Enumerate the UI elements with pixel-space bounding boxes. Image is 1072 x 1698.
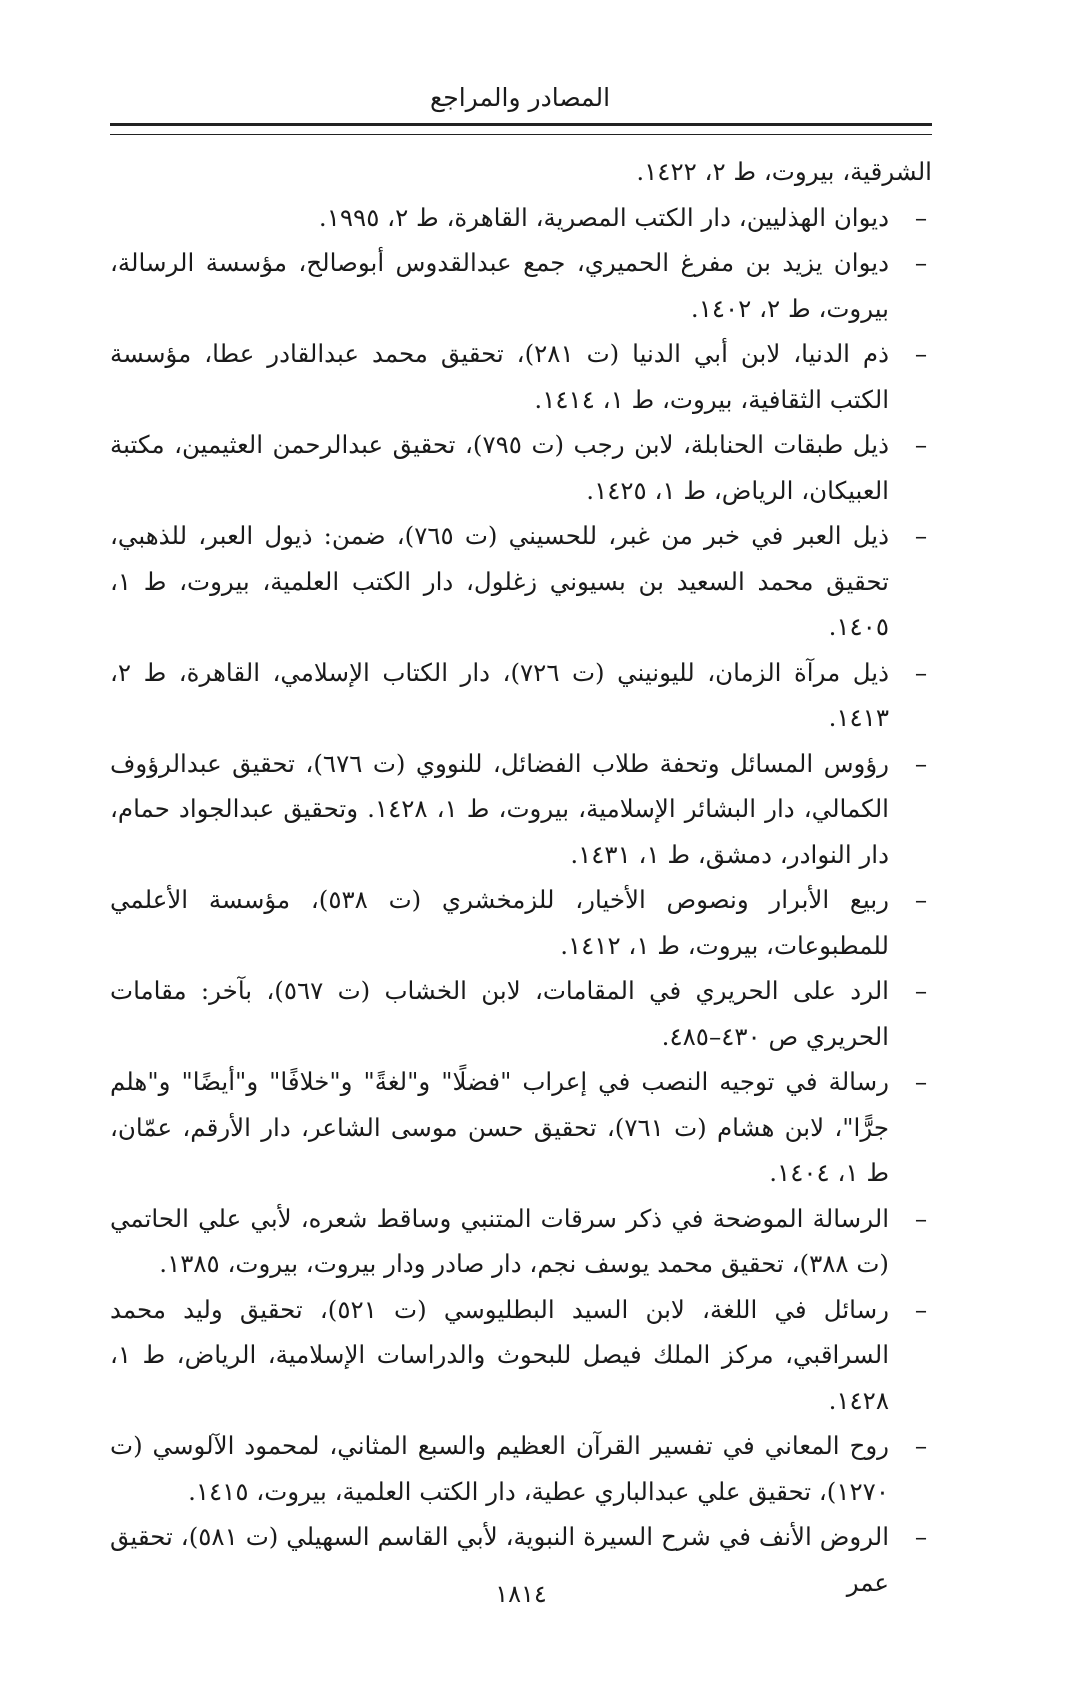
page-number: ١٨١٤	[495, 1580, 547, 1608]
bibliography-entry	[110, 1287, 932, 1424]
entry-text: ديوان يزيد بن مفرغ الحميري، جمع عبدالقدوس أبوصالح، مؤسسة الرسالة، بيروت، ط ٢، ١٤٠٢.	[110, 248, 889, 323]
entry-text: الروض الأنف في شرح السيرة النبوية، لأبي القاسم السهيلي (ت ٥٨١)، تحقيق عمر	[110, 1522, 889, 1597]
entry-text: ذم الدنيا، لابن أبي الدنيا (ت ٢٨١)، تحقيق محمد عبدالقادر عطا، مؤسسة الكتب الثقافية، بيروت، ط ١، ١٤١٤.	[110, 339, 889, 414]
entry-text: الرد على الحريري في المقامات، لابن الخشاب (ت ٥٦٧)، بآخر: مقامات الحريري ص ٤٣٠–٤٨٥.	[110, 976, 889, 1051]
entry-text: رسائل في اللغة، لابن السيد البطليوسي (ت ٥٢١)، تحقيق وليد محمد السراقبي، مركز الملك فيصل للبحوث والدراسات الإسلامية، الرياض، ط ١، ١٤٢٨.	[110, 1294, 889, 1415]
header-rule-thick	[110, 123, 932, 126]
entry-dash: –	[914, 521, 928, 550]
entry-dash: –	[914, 1067, 928, 1096]
bibliography-entry	[110, 741, 932, 878]
bibliography-entry	[110, 195, 932, 241]
entry-dash: –	[914, 885, 928, 914]
entry-text: رسالة في توجيه النصب في إعراب "فضلًا" و"لغةً" و"خلافًا" و"أيضًا" و"هلم جرًّا"، لابن هشام (ت ٧٦١)، تحقيق حسن موسى الشاعر، دار الأرقم، عمّان، ط ١، ١٤٠٤.	[110, 1067, 889, 1187]
entry-dash: –	[914, 1294, 928, 1324]
bibliography-entry	[110, 331, 932, 422]
entry-dash: –	[914, 248, 928, 277]
entry-dash: –	[914, 1203, 928, 1233]
bibliography-entry	[110, 1196, 932, 1287]
entry-dash: –	[914, 657, 928, 687]
entry-dash: –	[914, 748, 928, 778]
entry-text: ذيل مرآة الزمان، لليونيني (ت ٧٢٦)، دار الكتاب الإسلامي، القاهرة، ط ٢، ١٤١٣.	[110, 657, 889, 732]
continuation-line: الشرقية، بيروت، ط ٢، ١٤٢٢.	[636, 157, 932, 186]
entry-text: روح المعاني في تفسير القرآن العظيم والسبع المثاني، لمحمود الآلوسي (ت ١٢٧٠)، تحقيق علي عبدالباري عطية، دار الكتب العلمية، بيروت، ١٤١٥.	[110, 1431, 889, 1506]
bibliography-entry	[110, 513, 932, 650]
bibliography-entry	[110, 240, 932, 331]
running-header: المصادر والمراجع	[429, 83, 611, 112]
entry-text: ديوان الهذليين، دار الكتب المصرية، القاهرة، ط ٢، ١٩٩٥.	[318, 202, 889, 232]
entry-dash: –	[914, 976, 928, 1005]
entry-text: ذيل طبقات الحنابلة، لابن رجب (ت ٧٩٥)، تحقيق عبدالرحمن العثيمين، مكتبة العبيكان، الرياض، ط ١، ١٤٢٥.	[110, 430, 889, 505]
entry-text: الرسالة الموضحة في ذكر سرقات المتنبي وساقط شعره، لأبي علي الحاتمي (ت ٣٨٨)، تحقيق محمد يوسف نجم، دار صادر ودار بيروت، بيروت، ١٣٨٥.	[110, 1203, 889, 1278]
bibliography-entry	[110, 1423, 932, 1514]
bibliography-entry	[110, 422, 932, 513]
entry-dash: –	[914, 202, 928, 232]
entry-dash: –	[914, 430, 928, 459]
entry-text: ذيل العبر في خبر من غبر، للحسيني (ت ٧٦٥)، ضمن: ذيول العبر، للذهبي، تحقيق محمد السعيد بن بسيوني زغلول، دار الكتب العلمية، بيروت، ط ١، ١٤٠٥.	[110, 521, 889, 641]
header-rule-thin	[110, 134, 932, 135]
bibliography-entry	[110, 877, 932, 968]
entry-dash: –	[914, 1522, 928, 1551]
bibliography-entry	[110, 1059, 932, 1196]
bibliography-entry	[110, 650, 932, 741]
entry-text: رؤوس المسائل وتحفة طلاب الفضائل، للنووي (ت ٦٧٦)، تحقيق عبدالرؤوف الكمالي، دار البشائر الإسلامية، بيروت، ط ١، ١٤٢٨. وتحقيق عبدالجواد حمام، دار النوادر، دمشق، ط ١، ١٤٣١.	[110, 748, 889, 869]
entry-dash: –	[914, 1431, 928, 1460]
bibliography-list	[110, 149, 932, 1605]
entry-dash: –	[914, 339, 928, 368]
bibliography-entry	[110, 968, 932, 1059]
entry-text: ربيع الأبرار ونصوص الأخيار، للزمخشري (ت ٥٣٨)، مؤسسة الأعلمي للمطبوعات، بيروت، ط ١، ١٤١٢.	[110, 885, 889, 960]
